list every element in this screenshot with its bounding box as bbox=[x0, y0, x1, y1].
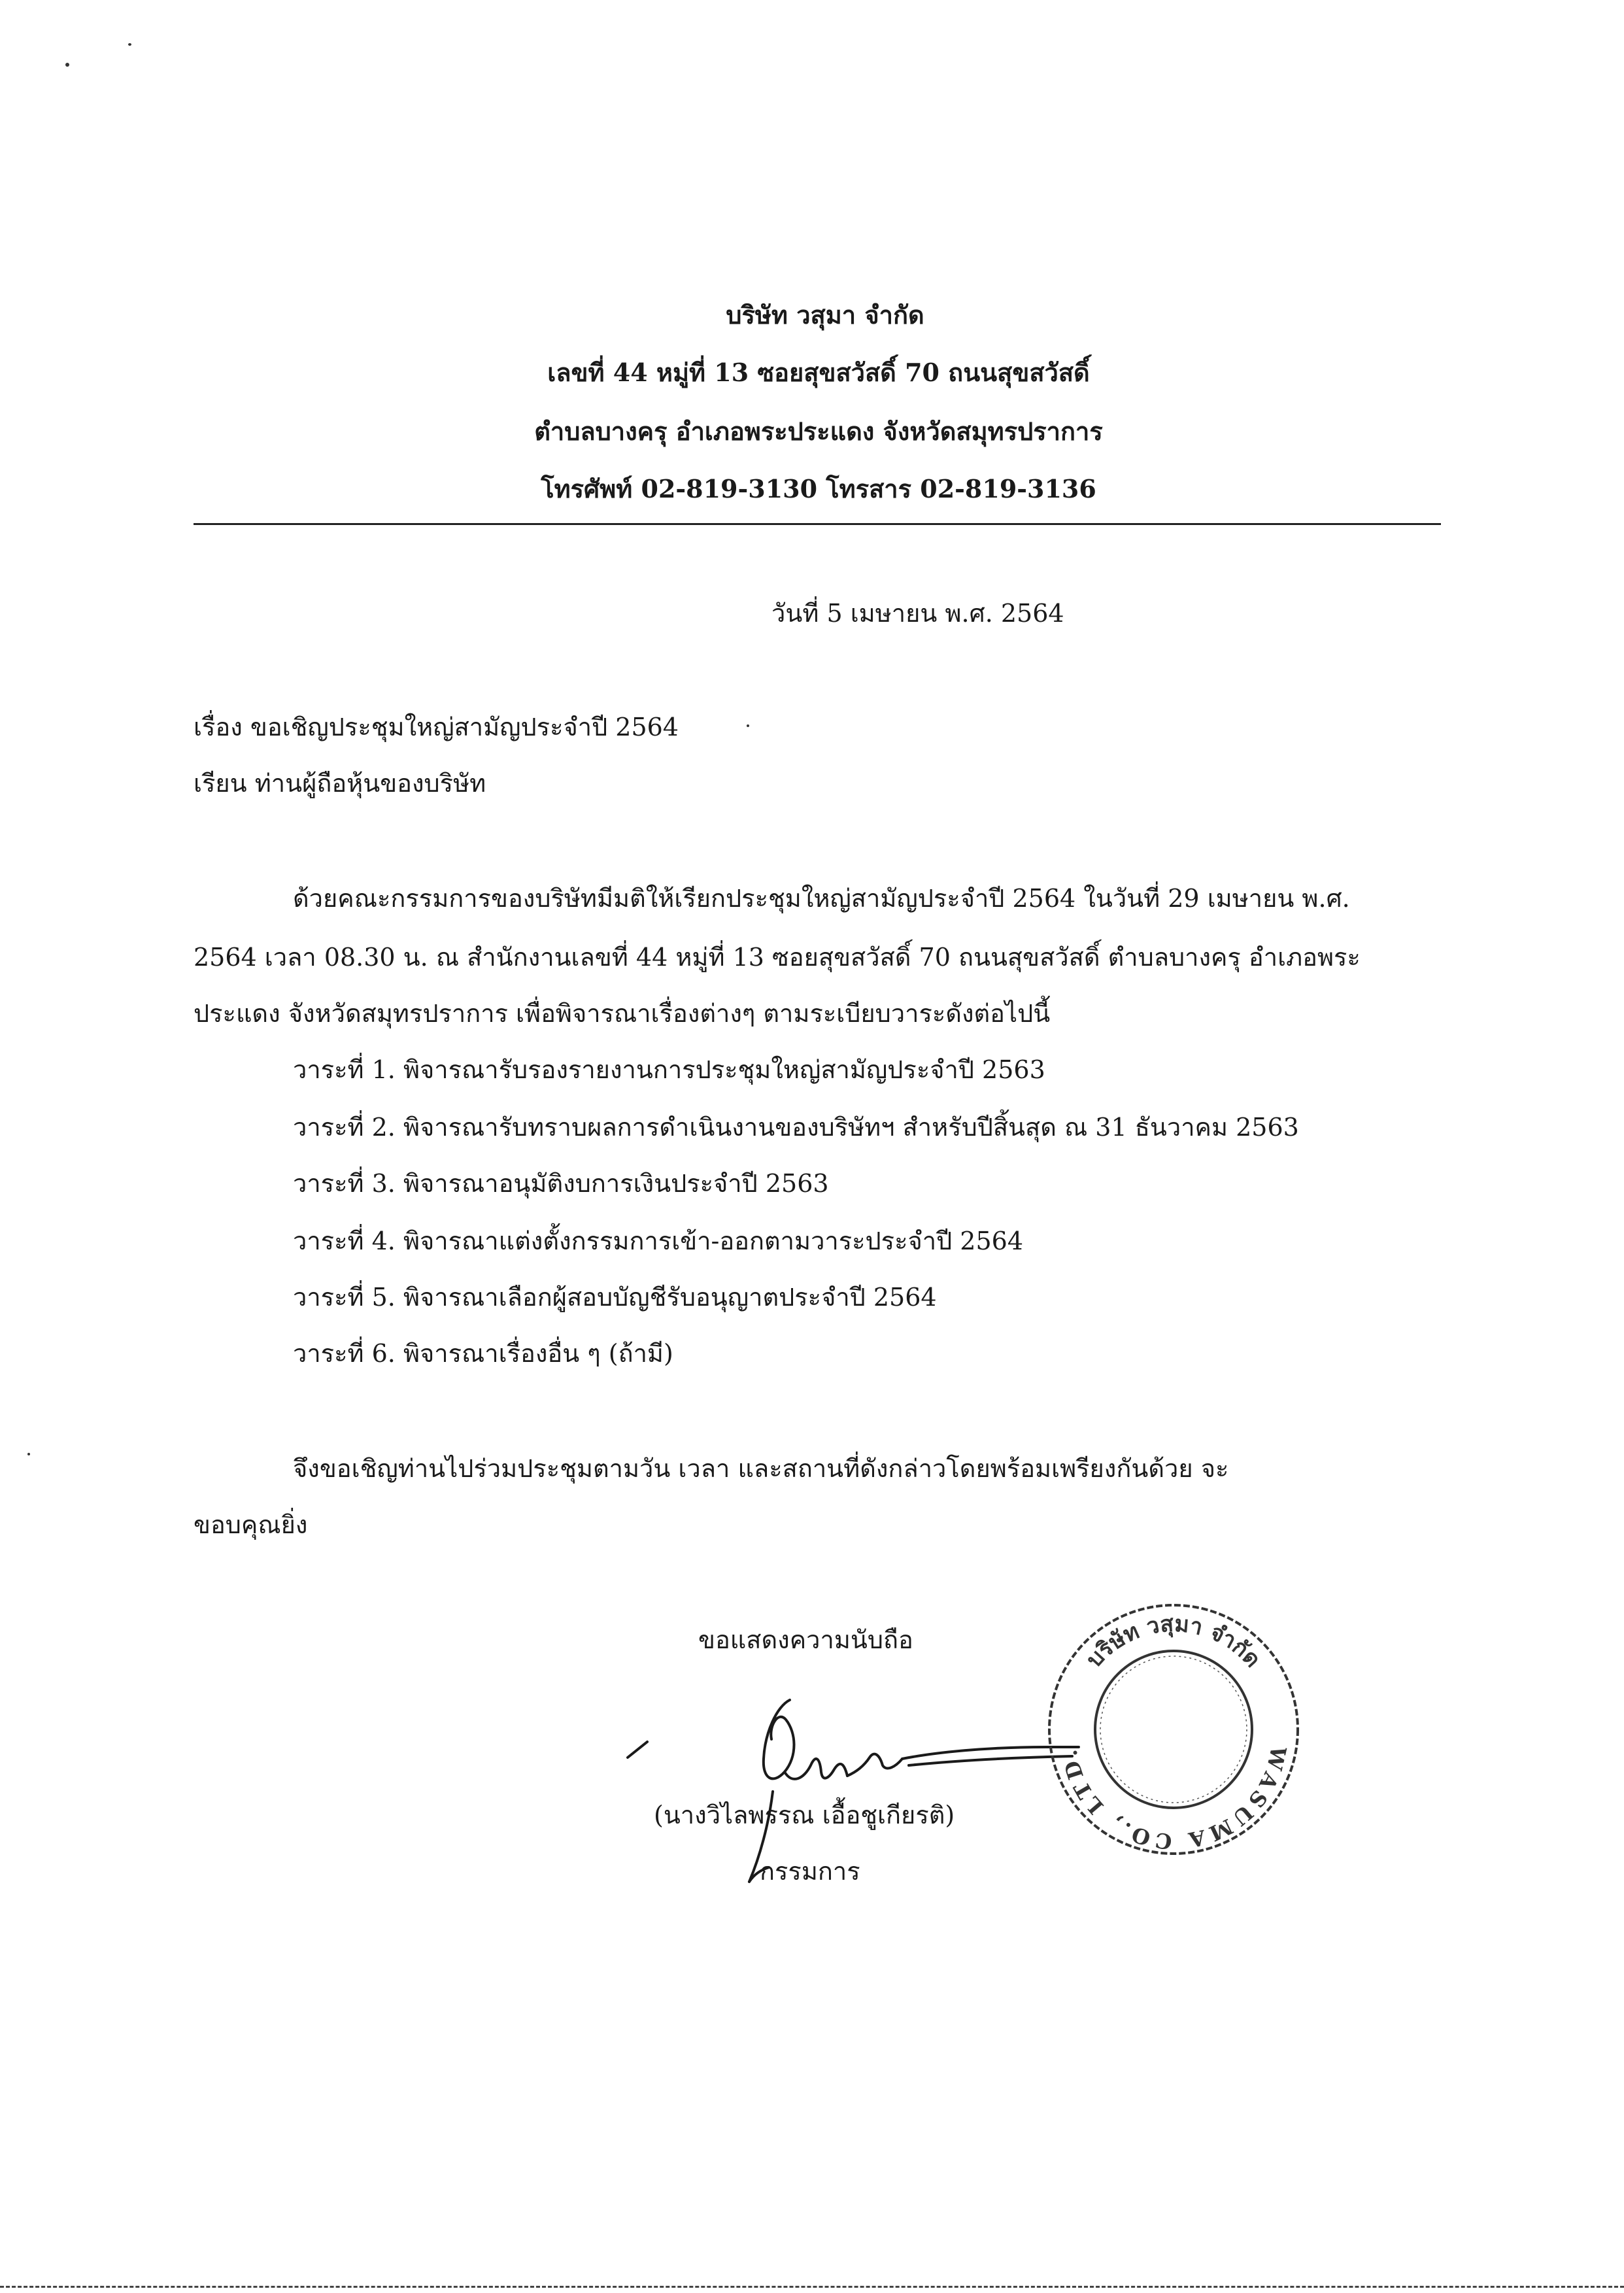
body-line: ประแดง จังหวัดสมุทรปราการ เพื่อพิจารณาเรื่องต่างๆ ตามระเบียบวาระดังต่อไปนี้ bbox=[194, 999, 1051, 1028]
agenda-item: วาระที่ 3. พิจารณาอนุมัติงบการเงินประจำปี 2563 bbox=[293, 1169, 829, 1198]
agenda-item: วาระที่ 4. พิจารณาแต่งตั้งกรรมการเข้า-ออกตามวาระประจำปี 2564 bbox=[293, 1227, 1024, 1255]
regards-text: ขอแสดงความนับถือ bbox=[698, 1625, 913, 1654]
company-address-line2: ตำบลบางครุ อำเภอพระประแดง จังหวัดสมุทรปราการ bbox=[534, 416, 1103, 446]
agenda-item: วาระที่ 5. พิจารณาเลือกผู้สอบบัญชีรับอนุญาตประจำปี 2564 bbox=[293, 1283, 937, 1312]
body-line: 2564 เวลา 08.30 น. ณ สำนักงานเลขที่ 44 หมู่ที่ 13 ซอยสุขสวัสดิ์ 70 ถนนสุขสวัสดิ์ ตำบลบางครุ อำเภอพระ bbox=[194, 943, 1361, 972]
company-seal-stamp bbox=[1040, 1595, 1308, 1863]
letter-date: วันที่ 5 เมษายน พ.ศ. 2564 bbox=[771, 599, 1064, 628]
scan-speck bbox=[128, 43, 131, 46]
scan-speck bbox=[65, 63, 69, 67]
closing-line: ขอบคุณยิ่ง bbox=[194, 1510, 308, 1539]
signatory-position: กรรมการ bbox=[760, 1857, 860, 1886]
agenda-item: วาระที่ 1. พิจารณารับรองรายงานการประชุมใหญ่สามัญประจำปี 2563 bbox=[293, 1055, 1045, 1084]
company-name: บริษัท วสุมา จำกัด bbox=[726, 300, 924, 330]
company-address-line1: เลขที่ 44 หมู่ที่ 13 ซอยสุขสวัสดิ์ 70 ถนนสุขสวัสดิ์ bbox=[547, 358, 1090, 387]
scan-bottom-edge bbox=[0, 2286, 1624, 2288]
scan-speck bbox=[747, 724, 749, 727]
scan-speck bbox=[27, 1453, 30, 1455]
letter-recipient: เรียน ท่านผู้ถือหุ้นของบริษัท bbox=[194, 769, 486, 798]
agenda-item: วาระที่ 6. พิจารณาเรื่องอื่น ๆ (ถ้ามี) bbox=[293, 1339, 673, 1368]
closing-line: จึงขอเชิญท่านไปร่วมประชุมตามวัน เวลา และสถานที่ดังกล่าวโดยพร้อมเพรียงกันด้วย จะ bbox=[293, 1454, 1229, 1483]
header-divider bbox=[194, 523, 1441, 525]
signatory-name: (นางวิไลพรรณ เอื้อชูเกียรติ) bbox=[654, 1801, 955, 1829]
svg-text:บริษัท วสุมา จำกัด: บริษัท วสุมา จำกัด bbox=[1081, 1610, 1266, 1673]
letter-subject: เรื่อง ขอเชิญประชุมใหญ่สามัญประจำปี 2564 bbox=[194, 713, 679, 741]
agenda-item: วาระที่ 2. พิจารณารับทราบผลการดำเนินงานของบริษัทฯ สำหรับปีสิ้นสุด ณ 31 ธันวาคม 2563 bbox=[293, 1113, 1299, 1142]
svg-text:WASUMA CO., LTD.: WASUMA CO., LTD. bbox=[1056, 1744, 1291, 1854]
company-contact: โทรศัพท์ 02-819-3130 โทรสาร 02-819-3136 bbox=[541, 474, 1096, 503]
body-line: ด้วยคณะกรรมการของบริษัทมีมติให้เรียกประชุมใหญ่สามัญประจำปี 2564 ในวันที่ 29 เมษายน พ.ศ. bbox=[293, 884, 1350, 913]
